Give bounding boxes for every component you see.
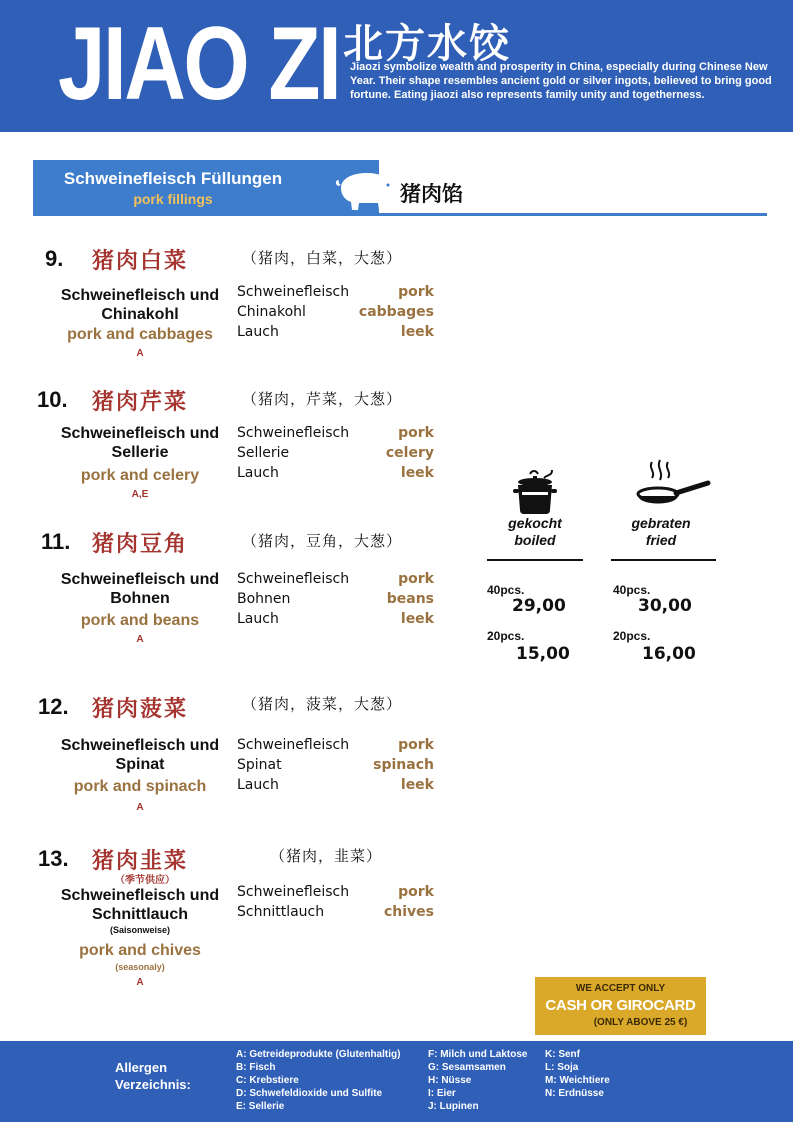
cooking-method-fried [614,515,708,549]
item-name-german: Schweinefleisch und Bohnen [60,571,220,607]
ingredient-german: Schweinefleisch [237,425,350,441]
item-allergens: A [136,348,144,359]
ingredient-german: Schweinefleisch [237,571,350,587]
item-allergens: A,E [131,489,149,500]
fried-divider [611,559,716,561]
menu-item [0,527,460,657]
item-note-german: (Saisonweise) [109,925,171,935]
allergen-entry: H: Nüsse [428,1075,472,1086]
item-name-german: Schweinefleisch und Spinat [60,737,220,773]
ingredient-row [237,591,434,611]
ingredient-english: beans [386,591,434,607]
item-name-german: Schweinefleisch und Chinakohl [60,287,220,323]
item-number: 12. [38,694,69,719]
ingredient-row [237,445,434,465]
ingredient-german: Chinakohl [237,304,306,320]
payment-notice [535,977,706,1035]
ingredient-german: Lauch [237,611,279,627]
allergen-entry: G: Sesamsamen [428,1062,506,1073]
item-allergens: A [136,802,144,813]
item-name-chinese: 猪肉白菜 [92,248,189,274]
ingredient-row [237,737,434,757]
price-quantity: 20pcs. [487,629,525,643]
item-allergens: A [136,977,144,988]
item-name-chinese: 猪肉韭菜 [92,848,189,874]
allergen-title [115,1059,191,1093]
item-name-english: pork and spinach [73,778,207,795]
item-season-chinese: （季节供应） [115,875,175,886]
price-quantity: 40pcs. [487,583,525,597]
allergen-entry: J: Lupinen [428,1101,479,1112]
item-name-english: pork and chives [79,942,201,959]
item-ingredients-chinese: （猪肉，菠菜，大葱） [242,695,403,713]
item-name-chinese: 猪肉豆角 [92,531,189,557]
item-ingredients-chinese: （猪肉，白菜，大葱） [242,249,403,267]
ingredient-english: leek [400,465,434,481]
frying-pan-icon [634,458,712,514]
allergen-title-text: Allergen Verzeichnis: [115,1060,191,1092]
cooking-method-boiled [488,515,582,549]
ingredient-german: Schweinefleisch [237,284,350,300]
item-allergens: A [136,634,144,645]
brand-title-chinese: 北方水饺 [343,20,511,67]
price-value: 16,00 [642,644,696,664]
ingredient-english: celery [385,445,434,461]
ingredient-german: Spinat [237,757,282,773]
ingredient-german: Schweinefleisch [237,737,350,753]
ingredient-german: Schweinefleisch [237,884,350,900]
fried-label-german: gebraten [631,515,691,531]
item-ingredients-chinese: （猪肉，豆角，大葱） [242,532,403,550]
price-value: 15,00 [516,644,570,664]
ingredient-german: Sellerie [237,445,290,461]
item-name-english: pork and beans [80,612,200,629]
item-name-chinese: 猪肉芹菜 [92,389,189,415]
ingredient-english: leek [400,324,434,340]
menu-item [0,844,460,994]
allergen-entry: I: Eier [428,1088,456,1099]
allergen-entry: M: Weichtiere [545,1075,610,1086]
price-quantity: 40pcs. [613,583,651,597]
menu-item [0,244,460,374]
item-name-english: pork and cabbages [67,326,213,343]
section-divider [33,213,767,216]
section-title-english: pork fillings [133,191,213,207]
allergen-entry: D: Schwefeldioxide und Sulfite [236,1088,383,1099]
price-quantity: 20pcs. [613,629,651,643]
allergen-entry: C: Krebstiere [236,1075,299,1086]
allergen-entry: L: Soja [545,1062,579,1073]
ingredient-english: pork [398,884,434,900]
boiled-label-english: boiled [514,532,556,548]
ingredient-row [237,571,434,591]
ingredient-row [237,284,434,304]
boiled-divider [487,559,583,561]
allergen-footer [0,1041,793,1122]
item-ingredients-chinese: （猪肉，芹菜，大葱） [242,390,403,408]
header-banner [0,0,793,132]
ingredient-row [237,611,434,631]
ingredient-english: spinach [373,757,434,773]
ingredient-row [237,904,434,924]
fried-label-english: fried [645,532,677,548]
ingredient-english: pork [398,571,434,587]
ingredient-english: pork [398,737,434,753]
ingredient-english: cabbages [358,304,434,320]
item-number: 9. [45,246,64,271]
ingredient-german: Schnittlauch [237,904,325,920]
ingredient-row [237,304,434,324]
allergen-entry: E: Sellerie [236,1101,285,1112]
ingredient-german: Lauch [237,777,279,793]
pot-icon [510,468,560,516]
allergen-entry: B: Fisch [236,1062,276,1073]
ingredient-german: Lauch [237,465,279,481]
item-number: 10. [37,387,68,412]
section-title-bar [33,160,379,214]
ingredient-row [237,425,434,445]
ingredient-english: leek [400,777,434,793]
item-name-chinese: 猪肉菠菜 [92,696,189,722]
ingredient-english: leek [400,611,434,627]
price-value: 30,00 [638,596,692,616]
ingredient-german: Lauch [237,324,279,340]
ingredient-row [237,324,434,344]
item-name-german: Schweinefleisch und Sellerie [60,425,220,461]
ingredient-english: pork [398,425,434,441]
item-number: 11. [41,529,71,554]
allergen-entry: N: Erdnüsse [545,1088,604,1099]
ingredient-row [237,757,434,777]
payment-line-2: CASH OR GIROCARD [545,997,696,1014]
payment-line-3: (ONLY ABOVE 25 €) [593,1017,688,1028]
ingredient-english: pork [398,284,434,300]
menu-item [0,385,460,515]
ingredient-row [237,884,434,904]
item-ingredients-chinese: （猪肉，韭菜） [270,847,383,865]
pig-icon [333,168,401,212]
section-title-german: Schweinefleisch Füllungen [63,169,283,188]
ingredient-row [237,465,434,485]
allergen-entry: F: Milch und Laktose [428,1049,528,1060]
price-value: 29,00 [512,596,566,616]
ingredient-german: Bohnen [237,591,291,607]
item-name-english: pork and celery [80,467,200,484]
section-title-chinese: 猪肉馅 [400,181,463,206]
allergen-entry: K: Senf [545,1049,580,1060]
item-name-german: Schweinefleisch und Schnittlauch [60,887,220,923]
payment-line-1: WE ACCEPT ONLY [575,983,666,994]
brand-title: JIAO ZI [58,6,340,122]
item-note-english: (seasonaly) [115,962,165,972]
ingredient-english: chives [383,904,434,920]
boiled-label-german: gekocht [508,515,562,531]
header-description: Jiaozi symbolize wealth and prosperity in China, especially during Chinese New Year. Their shape resembles ancient gold or silver ingots, believed to bring good fortune. Eating jiaozi also represents family unity and togetherness. [350,61,772,101]
menu-item [0,692,460,822]
item-number: 13. [38,846,69,871]
allergen-entry: A: Getreideprodukte (Glutenhaltig) [236,1049,401,1060]
ingredient-row [237,777,434,797]
